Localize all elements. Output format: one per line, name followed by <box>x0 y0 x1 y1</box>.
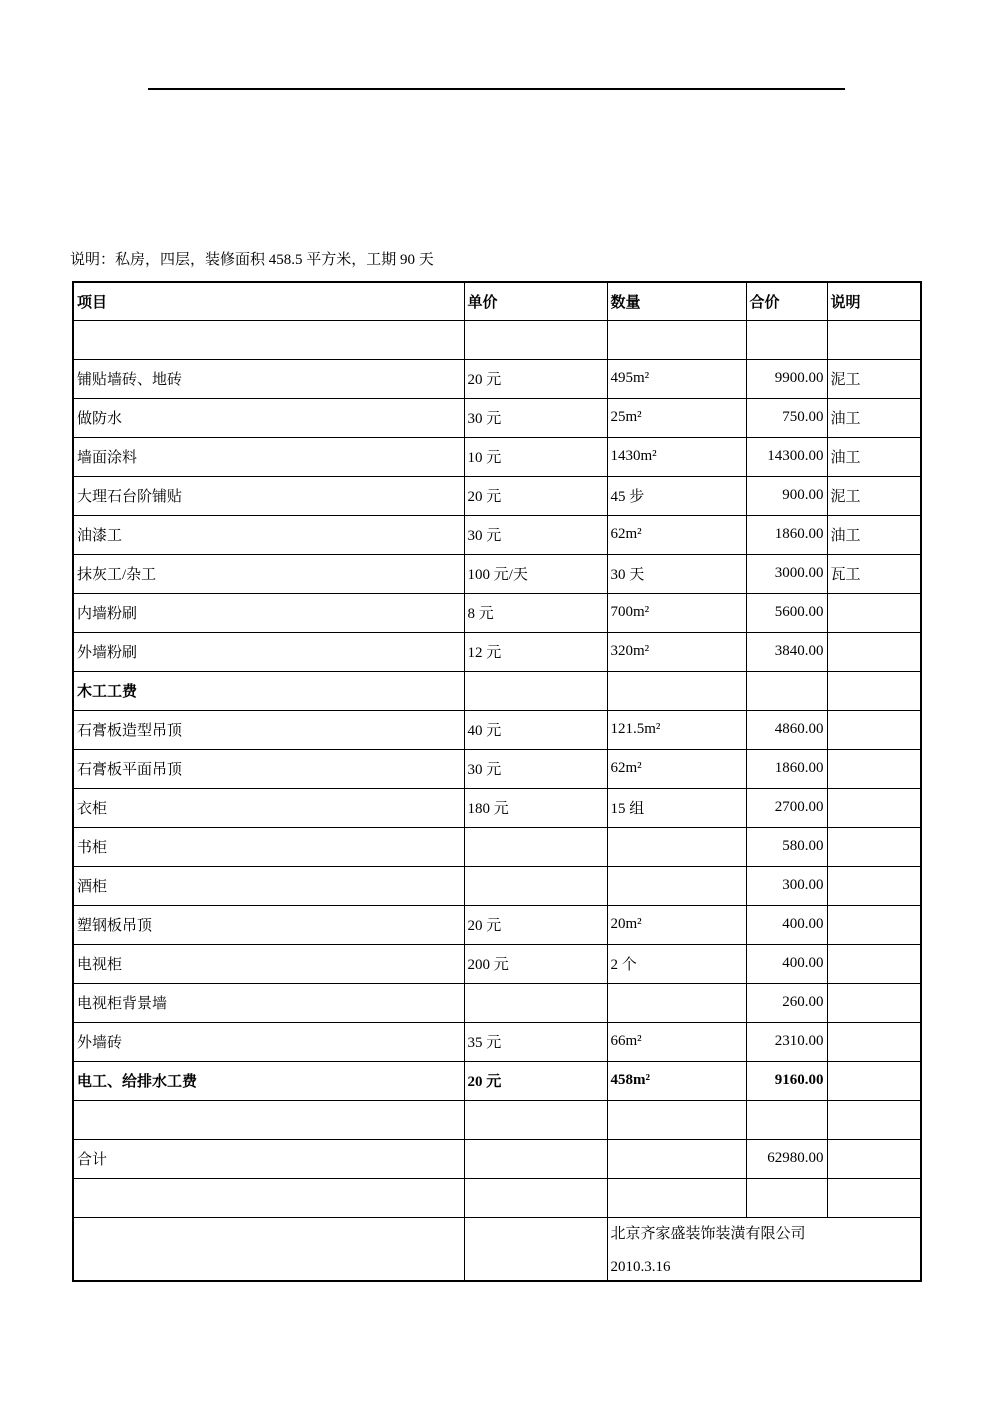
cell-item: 外墙粉刷 <box>73 632 464 671</box>
cell-note: 瓦工 <box>827 554 921 593</box>
table-row <box>73 554 921 593</box>
cell-item <box>73 320 464 359</box>
cell-unit-price: 10 元 <box>464 437 607 476</box>
cell-unit-price <box>464 983 607 1022</box>
table-row <box>73 632 921 671</box>
cell-total: 9160.00 <box>746 1061 827 1100</box>
cell-item: 衣柜 <box>73 788 464 827</box>
table-row <box>73 398 921 437</box>
cell-unit-price: 20 元 <box>464 905 607 944</box>
cell-item: 电视柜背景墙 <box>73 983 464 1022</box>
cell-unit-price <box>464 1100 607 1139</box>
table-row <box>73 476 921 515</box>
table-row <box>73 1100 921 1139</box>
cell-unit-price: 20 元 <box>464 359 607 398</box>
table-row <box>73 944 921 983</box>
cell-quantity: 62m² <box>607 515 746 554</box>
table-body <box>73 320 921 1217</box>
cell-unit-price <box>464 1217 607 1281</box>
table-row <box>73 593 921 632</box>
cell-total: 4860.00 <box>746 710 827 749</box>
divider-line <box>148 88 845 90</box>
table-row <box>73 866 921 905</box>
cell-note <box>827 944 921 983</box>
table-row <box>73 749 921 788</box>
cell-unit-price: 100 元/天 <box>464 554 607 593</box>
signature-date: 2010.3.16 <box>610 1258 671 1275</box>
cell-note <box>827 1139 921 1178</box>
cell-note <box>827 320 921 359</box>
cell-note <box>827 749 921 788</box>
cell-item: 大理石台阶铺贴 <box>73 476 464 515</box>
cell-unit-price: 20 元 <box>464 476 607 515</box>
table-header-row <box>73 282 921 320</box>
cell-note: 泥工 <box>827 476 921 515</box>
cell-quantity: 62m² <box>607 749 746 788</box>
column-header-note: 说明 <box>827 282 921 320</box>
cell-note <box>827 1178 921 1217</box>
cell-quantity <box>607 1139 746 1178</box>
cell-total: 14300.00 <box>746 437 827 476</box>
table-row <box>73 983 921 1022</box>
cell-note: 油工 <box>827 398 921 437</box>
table-row <box>73 437 921 476</box>
cell-company-signature <box>607 1217 921 1281</box>
column-header-total: 合价 <box>746 282 827 320</box>
column-header-quantity: 数量 <box>607 282 746 320</box>
cell-unit-price: 40 元 <box>464 710 607 749</box>
cell-unit-price: 30 元 <box>464 398 607 437</box>
cell-unit-price: 20 元 <box>464 1061 607 1100</box>
cell-unit-price: 8 元 <box>464 593 607 632</box>
cell-item: 酒柜 <box>73 866 464 905</box>
cell-total: 580.00 <box>746 827 827 866</box>
cell-quantity: 700m² <box>607 593 746 632</box>
cell-total: 300.00 <box>746 866 827 905</box>
cell-quantity: 30 天 <box>607 554 746 593</box>
cell-quantity: 25m² <box>607 398 746 437</box>
cell-item: 合计 <box>73 1139 464 1178</box>
cell-item: 电工、给排水工费 <box>73 1061 464 1100</box>
cell-total: 260.00 <box>746 983 827 1022</box>
cell-quantity: 1430m² <box>607 437 746 476</box>
cell-note: 油工 <box>827 515 921 554</box>
cell-quantity: 45 步 <box>607 476 746 515</box>
cell-total: 400.00 <box>746 944 827 983</box>
cell-note <box>827 983 921 1022</box>
cell-item: 铺贴墙砖、地砖 <box>73 359 464 398</box>
cell-quantity <box>607 671 746 710</box>
cell-unit-price: 35 元 <box>464 1022 607 1061</box>
cell-item: 墙面涂料 <box>73 437 464 476</box>
cell-item: 油漆工 <box>73 515 464 554</box>
cell-quantity: 320m² <box>607 632 746 671</box>
cell-quantity <box>607 1100 746 1139</box>
cell-total: 900.00 <box>746 476 827 515</box>
cell-quantity: 458m² <box>607 1061 746 1100</box>
cell-unit-price <box>464 1139 607 1178</box>
cell-item: 内墙粉刷 <box>73 593 464 632</box>
table-row <box>73 1061 921 1100</box>
cell-total <box>746 1100 827 1139</box>
column-header-unit-price: 单价 <box>464 282 607 320</box>
table-row <box>73 671 921 710</box>
cell-total: 750.00 <box>746 398 827 437</box>
cell-total <box>746 671 827 710</box>
cell-unit-price: 30 元 <box>464 749 607 788</box>
cell-unit-price <box>464 1178 607 1217</box>
table-header <box>73 282 921 320</box>
cell-quantity <box>607 320 746 359</box>
table-row <box>73 320 921 359</box>
cell-total <box>746 320 827 359</box>
estimate-table <box>72 281 922 1282</box>
cell-item: 做防水 <box>73 398 464 437</box>
cell-item: 塑钢板吊顶 <box>73 905 464 944</box>
cell-total: 2700.00 <box>746 788 827 827</box>
cell-total: 62980.00 <box>746 1139 827 1178</box>
table-row <box>73 515 921 554</box>
table-row <box>73 1139 921 1178</box>
cell-note: 泥工 <box>827 359 921 398</box>
cell-item <box>73 1100 464 1139</box>
cell-unit-price: 180 元 <box>464 788 607 827</box>
cell-item: 石膏板造型吊顶 <box>73 710 464 749</box>
cell-quantity: 20m² <box>607 905 746 944</box>
cell-note <box>827 671 921 710</box>
table-row <box>73 1022 921 1061</box>
cell-quantity: 66m² <box>607 1022 746 1061</box>
cell-note <box>827 866 921 905</box>
cell-unit-price <box>464 827 607 866</box>
cell-note <box>827 710 921 749</box>
table-row <box>73 1178 921 1217</box>
table-row <box>73 788 921 827</box>
cell-total: 3840.00 <box>746 632 827 671</box>
cell-note <box>827 1061 921 1100</box>
table-row <box>73 827 921 866</box>
cell-total: 3000.00 <box>746 554 827 593</box>
cell-note <box>827 905 921 944</box>
cell-item: 书柜 <box>73 827 464 866</box>
cell-quantity: 121.5m² <box>607 710 746 749</box>
cell-quantity <box>607 1178 746 1217</box>
table-footer <box>73 1217 921 1281</box>
table-row <box>73 905 921 944</box>
cell-item: 石膏板平面吊顶 <box>73 749 464 788</box>
cell-quantity: 15 组 <box>607 788 746 827</box>
cell-total: 400.00 <box>746 905 827 944</box>
cell-note <box>827 632 921 671</box>
cell-item <box>73 1217 464 1281</box>
cell-total <box>746 1178 827 1217</box>
cell-note <box>827 788 921 827</box>
cell-quantity: 495m² <box>607 359 746 398</box>
cell-quantity: 2 个 <box>607 944 746 983</box>
cell-item: 抹灰工/杂工 <box>73 554 464 593</box>
table-footer-row <box>73 1217 921 1281</box>
column-header-item: 项目 <box>73 282 464 320</box>
cell-note <box>827 1100 921 1139</box>
cell-item: 外墙砖 <box>73 1022 464 1061</box>
cell-unit-price <box>464 671 607 710</box>
table-row <box>73 359 921 398</box>
cell-unit-price <box>464 866 607 905</box>
cell-item: 木工工费 <box>73 671 464 710</box>
cell-quantity <box>607 983 746 1022</box>
cell-total: 9900.00 <box>746 359 827 398</box>
cell-total: 5600.00 <box>746 593 827 632</box>
cell-total: 1860.00 <box>746 515 827 554</box>
cell-item <box>73 1178 464 1217</box>
cell-note <box>827 827 921 866</box>
cell-unit-price <box>464 320 607 359</box>
cell-item: 电视柜 <box>73 944 464 983</box>
cell-total: 1860.00 <box>746 749 827 788</box>
cell-note: 油工 <box>827 437 921 476</box>
cell-note <box>827 593 921 632</box>
cell-unit-price: 30 元 <box>464 515 607 554</box>
cell-quantity <box>607 866 746 905</box>
cell-unit-price: 200 元 <box>464 944 607 983</box>
cell-note <box>827 1022 921 1061</box>
company-name: 北京齐家盛装饰装潢有限公司 <box>610 1225 806 1242</box>
cell-unit-price: 12 元 <box>464 632 607 671</box>
table-row <box>73 710 921 749</box>
cell-total: 2310.00 <box>746 1022 827 1061</box>
cell-quantity <box>607 827 746 866</box>
description-text: 说明：私房，四层，装修面积 458.5 平方米，工期 90 天 <box>70 252 434 268</box>
